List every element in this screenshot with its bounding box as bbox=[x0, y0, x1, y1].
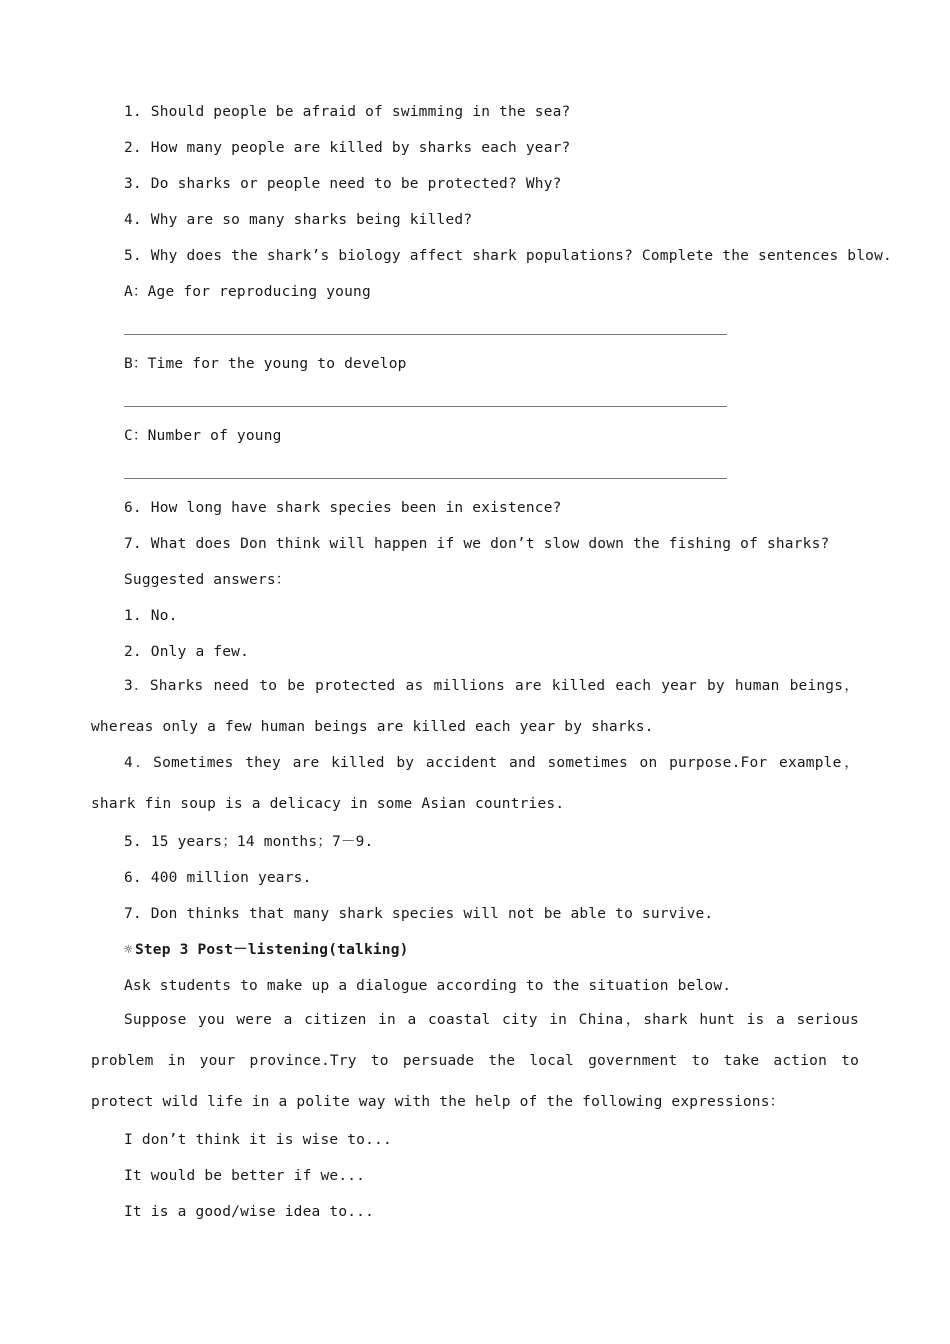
answer-blank-a bbox=[124, 334, 727, 335]
question-6: 6. How long have shark species been in existence? bbox=[124, 500, 562, 516]
step3-intro: Ask students to make up a dialogue according to the situation below. bbox=[124, 978, 732, 994]
answer-3: 3．Sharks need to be protected as millions are killed each year by human beings，whereas only a few human beings are killed each year by sharks. bbox=[91, 678, 859, 735]
answer-2: 2. Only a few. bbox=[124, 644, 250, 660]
question-5-part-b: B：Time for the young to develop bbox=[124, 356, 407, 372]
answer-5: 5. 15 years；14 months；7－9. bbox=[124, 834, 374, 850]
question-7: 7. What does Don think will happen if we don’t slow down the fishing of sharks? bbox=[124, 536, 830, 552]
answer-7: 7. Don thinks that many shark species will not be able to survive. bbox=[124, 906, 714, 922]
question-5: 5. Why does the shark’s biology affect shark populations? Complete the sentences blow. bbox=[124, 248, 892, 264]
question-5-part-c: C：Number of young bbox=[124, 428, 282, 444]
expression-1: I don’t think it is wise to... bbox=[124, 1132, 392, 1148]
expression-2: It would be better if we... bbox=[124, 1168, 366, 1184]
step3-title: Step 3 Post－listening(talking) bbox=[134, 942, 409, 958]
answer-blank-b bbox=[124, 406, 727, 407]
step3-situation: Suppose you were a citizen in a coastal city in China，shark hunt is a serious problem in your province.Try to persuade the local government to take action to protect wild life in a polite way with the help of the following expressions： bbox=[91, 1012, 859, 1110]
question-5-part-a: A：Age for reproducing young bbox=[124, 284, 371, 300]
expression-3: It is a good/wise idea to... bbox=[124, 1204, 375, 1220]
answer-6: 6. 400 million years. bbox=[124, 870, 312, 886]
question-1: 1. Should people be afraid of swimming in the sea? bbox=[124, 104, 571, 120]
answers-label: Suggested answers： bbox=[124, 572, 291, 588]
question-4: 4. Why are so many sharks being killed? bbox=[124, 212, 473, 228]
answer-1: 1. No. bbox=[124, 608, 178, 624]
answer-blank-c bbox=[124, 478, 727, 479]
step-marker-icon: ☼ bbox=[124, 942, 133, 958]
question-3: 3. Do sharks or people need to be protected? Why? bbox=[124, 176, 562, 192]
answer-4: 4．Sometimes they are killed by accident and sometimes on purpose.For example，shark fin soup is a delicacy in some Asian countries. bbox=[91, 755, 859, 812]
step3-heading bbox=[124, 940, 409, 960]
question-2: 2. How many people are killed by sharks each year? bbox=[124, 140, 571, 156]
